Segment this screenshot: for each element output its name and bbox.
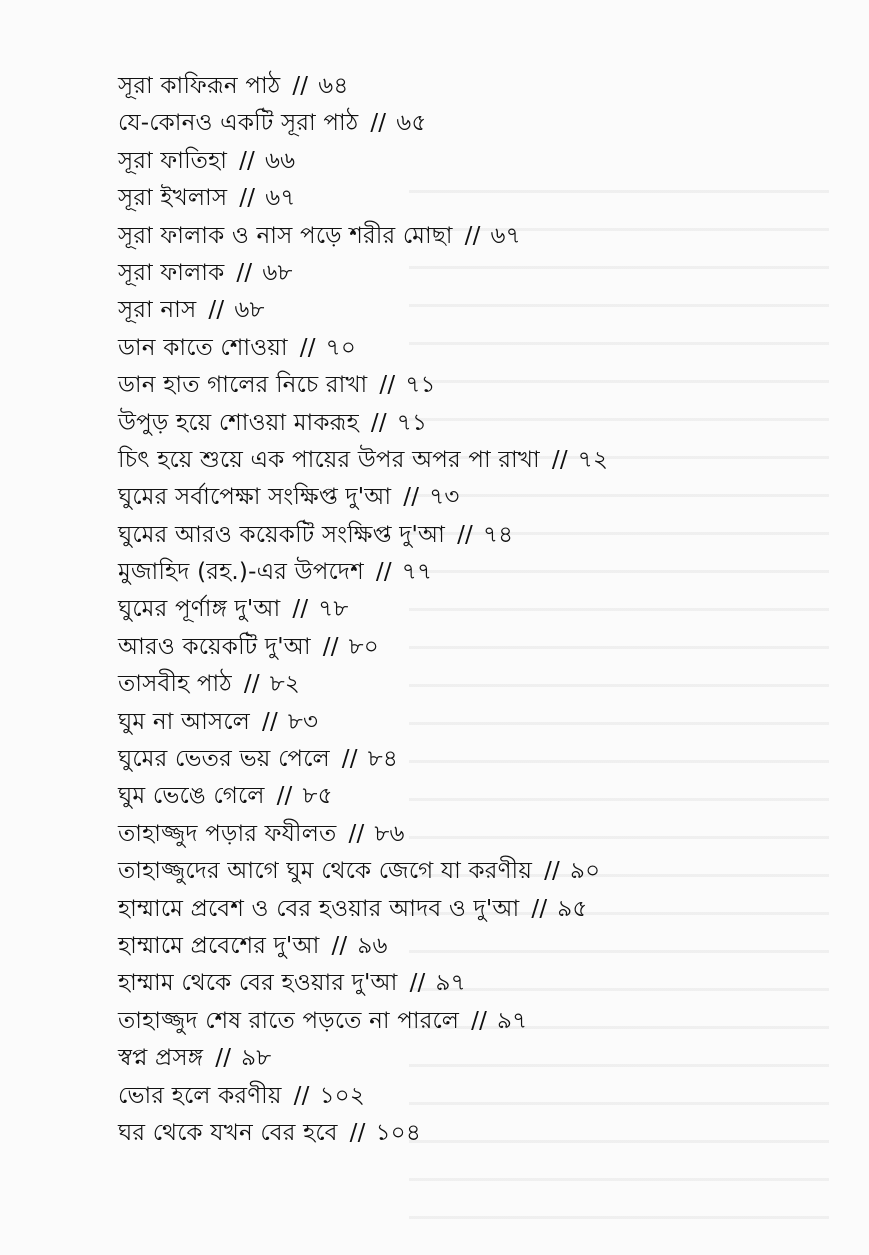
entry-separator: // bbox=[208, 297, 225, 324]
entry-title: সূরা নাস bbox=[118, 297, 197, 324]
entry-separator: // bbox=[457, 521, 473, 548]
entry-separator: // bbox=[348, 820, 365, 847]
toc-entry bbox=[118, 292, 818, 329]
toc-entry bbox=[118, 1078, 818, 1115]
entry-separator: // bbox=[276, 783, 293, 810]
toc-entry bbox=[118, 853, 818, 890]
entry-title: ভোর হলে করণীয় bbox=[118, 1082, 282, 1109]
entry-page-number: ৬৫ bbox=[396, 110, 427, 137]
entry-separator: // bbox=[236, 259, 253, 286]
toc-entry bbox=[118, 405, 818, 442]
entry-separator: // bbox=[292, 73, 309, 99]
entry-title: ঘুমের আরও কয়েকটি সংক্ষিপ্ত দু'আ bbox=[118, 521, 446, 548]
entry-separator: // bbox=[293, 1082, 310, 1109]
entry-separator: // bbox=[299, 334, 316, 361]
entry-separator: // bbox=[409, 970, 426, 997]
entry-title: ঘুম না আসলে bbox=[118, 708, 250, 735]
toc-entry bbox=[118, 143, 818, 180]
entry-title: ঘর থেকে যখন বের হবে bbox=[118, 1119, 338, 1146]
toc-entry bbox=[118, 891, 818, 928]
entry-separator: // bbox=[379, 372, 396, 399]
entry-page-number: ৭৪ bbox=[482, 521, 514, 548]
entry-separator: // bbox=[544, 858, 560, 885]
entry-title: তাহাজ্জুদ শেষ রাতে পড়তে না পারলে bbox=[118, 1007, 460, 1034]
toc-entry bbox=[118, 218, 818, 255]
entry-separator: // bbox=[531, 895, 548, 922]
toc-entry bbox=[118, 778, 818, 815]
entry-separator: // bbox=[262, 708, 278, 735]
entry-separator: // bbox=[464, 222, 481, 249]
entry-separator: // bbox=[331, 932, 348, 959]
entry-title: মুজাহিদ (রহ.)-এর উপদেশ bbox=[118, 559, 364, 586]
entry-separator: // bbox=[403, 484, 420, 511]
entry-page-number: ৮৩ bbox=[287, 708, 319, 735]
entry-page-number: ৬৭ bbox=[490, 222, 521, 249]
entry-title: ডান হাত গালের নিচে রাখা bbox=[118, 372, 368, 399]
entry-page-number: ৭৩ bbox=[429, 484, 460, 511]
toc-entry bbox=[118, 1040, 818, 1077]
entry-separator: // bbox=[239, 185, 256, 212]
entry-page-number: ৭৭ bbox=[401, 559, 433, 586]
toc-entry bbox=[118, 68, 818, 105]
entry-page-number: ৬৭ bbox=[265, 185, 296, 212]
entry-page-number: ৯৭ bbox=[435, 970, 466, 997]
entry-title: উপুড় হয়ে শোওয়া মাকরূহ bbox=[118, 409, 359, 436]
entry-title: সূরা ফালাক bbox=[118, 259, 225, 286]
toc-entry bbox=[118, 180, 818, 217]
entry-page-number: ৭১ bbox=[405, 372, 436, 399]
entry-page-number: ৭০ bbox=[325, 334, 356, 361]
entry-title: তাসবীহ পাঠ bbox=[118, 671, 232, 698]
entry-title: ঘুমের সর্বাপেক্ষা সংক্ষিপ্ত দু'আ bbox=[118, 484, 392, 511]
toc-entry bbox=[118, 666, 818, 703]
entry-separator: // bbox=[292, 596, 309, 623]
entry-page-number: ১০৪ bbox=[375, 1119, 421, 1146]
entry-title: ডান কাতে শোওয়া bbox=[118, 334, 288, 361]
toc-entry bbox=[118, 965, 818, 1002]
entry-separator: // bbox=[243, 671, 260, 698]
entry-page-number: ৮২ bbox=[269, 671, 301, 698]
entry-page-number: ৮০ bbox=[348, 633, 379, 660]
entry-separator: // bbox=[349, 1119, 366, 1146]
entry-title: তাহাজ্জুদের আগে ঘুম থেকে জেগে যা করণীয় bbox=[118, 858, 533, 885]
toc-entry bbox=[118, 479, 818, 516]
entry-separator: // bbox=[471, 1007, 488, 1034]
entry-title: যে-কোনও একটি সূরা পাঠ bbox=[118, 110, 359, 137]
entry-page-number: ৭১ bbox=[396, 409, 428, 436]
entry-title: সূরা ফাতিহা bbox=[118, 147, 228, 174]
toc-entry bbox=[118, 704, 818, 741]
entry-title: সূরা ফালাক ও নাস পড়ে শরীর মোছা bbox=[118, 222, 453, 249]
entry-separator: // bbox=[322, 633, 339, 660]
entry-title: সূরা কাফিরূন পাঠ bbox=[118, 73, 281, 99]
entry-page-number: ৬৮ bbox=[234, 297, 265, 324]
toc-entry bbox=[118, 105, 818, 142]
entry-page-number: ৭২ bbox=[577, 446, 609, 473]
entry-separator: // bbox=[551, 446, 568, 473]
toc-entry bbox=[118, 442, 818, 479]
entry-page-number: ৯০ bbox=[569, 858, 601, 885]
toc-entry bbox=[118, 928, 818, 965]
entry-title: হাম্মাম থেকে বের হওয়ার দু'আ bbox=[118, 970, 398, 997]
entry-page-number: ৯৫ bbox=[557, 895, 588, 922]
entry-title: সূরা ইখলাস bbox=[118, 185, 228, 212]
toc-entry bbox=[118, 591, 818, 628]
entry-separator: // bbox=[370, 409, 387, 436]
toc-entry bbox=[118, 629, 818, 666]
entry-page-number: ৮৫ bbox=[302, 783, 333, 810]
entry-page-number: ১০২ bbox=[319, 1082, 365, 1109]
toc-entry bbox=[118, 1003, 818, 1040]
entry-title: ঘুম ভেঙে গেলে bbox=[118, 783, 265, 810]
entry-title: হাম্মামে প্রবেশের দু'আ bbox=[118, 932, 320, 959]
entry-page-number: ৮৪ bbox=[367, 746, 398, 773]
entry-page-number: ৭৮ bbox=[318, 596, 349, 623]
toc-entry bbox=[118, 517, 818, 554]
entry-separator: // bbox=[375, 559, 392, 586]
entry-title: ঘুমের ভেতর ভয় পেলে bbox=[118, 746, 330, 773]
toc-entry bbox=[118, 741, 818, 778]
entry-title: হাম্মামে প্রবেশ ও বের হওয়ার আদব ও দু'আ bbox=[118, 895, 520, 922]
entry-page-number: ৬৪ bbox=[318, 73, 349, 99]
entry-page-number: ৯৭ bbox=[497, 1007, 528, 1034]
entry-title: স্বপ্ন প্রসঙ্গ bbox=[118, 1045, 204, 1072]
entry-title: আরও কয়েকটি দু'আ bbox=[118, 633, 311, 660]
toc-entry bbox=[118, 816, 818, 853]
entry-title: তাহাজ্জুদ পড়ার ফযীলত bbox=[118, 820, 337, 847]
toc-entry bbox=[118, 1115, 818, 1152]
entry-page-number: ৯৮ bbox=[241, 1045, 272, 1072]
entry-separator: // bbox=[341, 746, 358, 773]
entry-title: চিৎ হয়ে শুয়ে এক পায়ের উপর অপর পা রাখা bbox=[118, 446, 540, 473]
toc-entry bbox=[118, 330, 818, 367]
entry-separator: // bbox=[239, 147, 256, 174]
toc-entry bbox=[118, 554, 818, 591]
toc-entry bbox=[118, 367, 818, 404]
entry-title: ঘুমের পূর্ণাঙ্গ দু'আ bbox=[118, 596, 281, 623]
entry-page-number: ৬৮ bbox=[262, 259, 293, 286]
entry-page-number: ৬৬ bbox=[265, 147, 296, 174]
toc-entry bbox=[118, 255, 818, 292]
entry-page-number: ৯৬ bbox=[357, 932, 388, 959]
entry-separator: // bbox=[370, 110, 387, 137]
table-of-contents-list bbox=[118, 68, 818, 1152]
entry-page-number: ৮৬ bbox=[374, 820, 405, 847]
entry-separator: // bbox=[215, 1045, 232, 1072]
